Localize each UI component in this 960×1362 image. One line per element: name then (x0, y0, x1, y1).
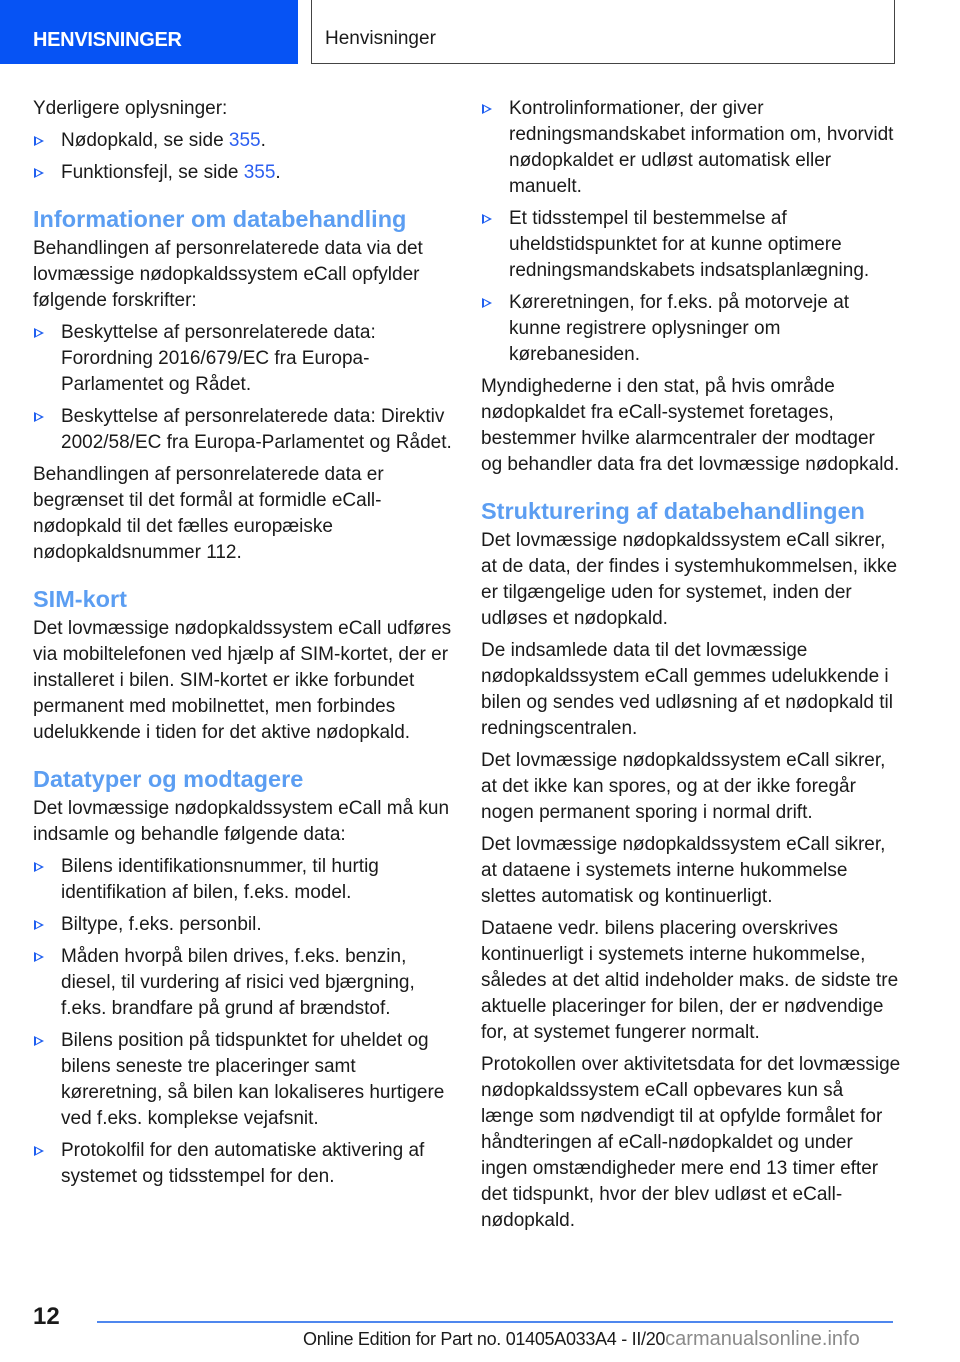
intro-text: Yderligere oplysninger: (33, 98, 228, 119)
list-item (481, 290, 901, 368)
footer-edition (303, 1328, 860, 1351)
bullet-triangle-icon (34, 328, 44, 338)
list-item-text: Et tidsstempel til bestemmelse af uheldstidspunktet for at kunne optimere redningsmandskabets indsatsplanlægning. (509, 208, 870, 281)
left-column (33, 96, 453, 1196)
paragraph: Behandlingen af personrelaterede data er begrænset til det formål at formidle eCall-nødopkald til det fælles europæiske nødopkaldsnummer 112. (33, 464, 384, 563)
section-heading: Informationer om databehandling (33, 206, 407, 232)
list-item-text: Protokolfil for den automatiske aktivering af systemet og tidsstempel for den. (61, 1140, 425, 1187)
bullet-triangle-icon (34, 952, 44, 962)
bullet-triangle-icon (34, 862, 44, 872)
list-item-text: Kontrolinformationer, der giver redningsmandskabet information om, hvorvidt nødopkaldet er udløst automatisk eller manuelt. (509, 98, 894, 197)
bullet-triangle-icon (34, 168, 44, 178)
list-item-text: Bilens position på tidspunktet for uheldet og bilens seneste tre placeringer samt køreretning, så bilen kan lokaliseres hurtigere ved f.eks. komplekse vejafsnit. (61, 1030, 445, 1129)
page-link[interactable]: 355 (243, 162, 276, 183)
page-link[interactable]: 355 (228, 130, 261, 151)
list-item-text: Måden hvorpå bilen drives, f.eks. benzin, diesel, til vurdering af risici ved bjærgning, f.eks. brandfare på grund af brændstof. (61, 946, 415, 1019)
punctuation: . (260, 130, 266, 151)
chapter-header (311, 0, 895, 64)
paragraph: Behandlingen af personrelaterede data via det lovmæssige nødopkaldssystem eCall opfylder følgende forskrifter: (33, 238, 423, 311)
list-item-text: Bilens identifikationsnummer, til hurtig identifikation af bilen, f.eks. model. (61, 856, 379, 903)
list-item-text: Biltype, f.eks. personbil. (61, 914, 262, 935)
bullet-triangle-icon (34, 920, 44, 930)
bullet-triangle-icon (34, 412, 44, 422)
bullet-triangle-icon (34, 1146, 44, 1156)
bullet-triangle-icon (482, 104, 492, 114)
bullet-triangle-icon (482, 214, 492, 224)
paragraph: Det lovmæssige nødopkaldssystem eCall sikrer, at dataene i systemets interne hukommelse slettes automatisk og kontinuerligt. (481, 834, 886, 907)
list-item-text: Nødopkald, se side (61, 130, 229, 151)
list-item (33, 1028, 453, 1132)
section-heading: Strukturering af databehandlingen (481, 498, 865, 524)
list-item (33, 128, 453, 154)
edition-text: Online Edition for Part no. 01405A033A4 - II/20 (303, 1329, 666, 1349)
list-item-text: Beskyttelse af personrelaterede data: Direktiv 2002/58/EC fra Europa-Parlamentet og Rådet. (61, 406, 452, 453)
page-number: 12 (33, 1303, 60, 1330)
bullet-triangle-icon (34, 1036, 44, 1046)
list-item (33, 404, 453, 456)
footer-divider (97, 1321, 893, 1323)
punctuation: . (275, 162, 281, 183)
paragraph: Det lovmæssige nødopkaldssystem eCall udføres via mobiltelefonen ved hjælp af SIM-kortet, der er installeret i bilen. SIM-kortet er ikke forbundet permanent med mobilnettet, men forbindes udelukkende i tiden for det aktive nødopkald. (33, 618, 452, 743)
list-item (481, 206, 901, 284)
paragraph: De indsamlede data til det lovmæssige nødopkaldssystem eCall gemmes udelukkende i bilen og sendes ved udløsning af et nødopkald til redningscentralen. (481, 640, 893, 739)
list-item (33, 912, 453, 938)
section-heading: Datatyper og modtagere (33, 766, 304, 792)
list-item (33, 160, 453, 186)
paragraph: Dataene vedr. bilens placering overskrives kontinuerligt i systemets interne hukommelse, således at det altid indeholder maks. de sidste tre aktuelle placeringer for bilen, der er nødvendige for, at systemet fungerer normalt. (481, 918, 899, 1043)
list-item (33, 320, 453, 398)
paragraph: Det lovmæssige nødopkaldssystem eCall må kun indsamle og behandle følgende data: (33, 798, 450, 845)
list-item-text: Køreretningen, for f.eks. på motorveje at kunne registrere oplysninger om kørebanesiden. (509, 292, 850, 365)
section-tab-label: HENVISNINGER (33, 29, 182, 51)
watermark: carmanualsonline.info (665, 1328, 860, 1350)
section-heading: SIM-kort (33, 586, 127, 612)
right-column (481, 96, 901, 1240)
section-tab (0, 0, 298, 64)
list-item (33, 1138, 453, 1190)
list-item-text: Beskyttelse af personrelaterede data: Forordning 2016/679/EC fra Europa-Parlamentet og Rådet. (61, 322, 376, 395)
bullet-triangle-icon (482, 298, 492, 308)
paragraph: Protokollen over aktivitetsdata for det lovmæssige nødopkaldssystem eCall opbevares kun så længe som nødvendigt til at opfylde formålet for håndteringen af eCall-nødopkaldet og under ingen omstændigheder mere end 13 timer efter det tidspunkt, hvor der blev udløst et eCall-nødopkald. (481, 1054, 901, 1231)
bullet-triangle-icon (34, 136, 44, 146)
list-item (33, 944, 453, 1022)
list-item (33, 854, 453, 906)
chapter-title: Henvisninger (325, 28, 436, 49)
list-item (481, 96, 901, 200)
paragraph: Myndighederne i den stat, på hvis område nødopkaldet fra eCall-systemet foretages, bestemmer hvilke alarmcentraler der modtager og behandler data fra det lovmæssige nødopkald. (481, 376, 900, 475)
paragraph: Det lovmæssige nødopkaldssystem eCall sikrer, at de data, der findes i systemhukommelsen, ikke er tilgængelige uden for systemet, inden der udløses et nødopkald. (481, 530, 898, 629)
paragraph: Det lovmæssige nødopkaldssystem eCall sikrer, at det ikke kan spores, og at der ikke foregår nogen permanent sporing i normal drift. (481, 750, 886, 823)
list-item-text: Funktionsfejl, se side (61, 162, 244, 183)
